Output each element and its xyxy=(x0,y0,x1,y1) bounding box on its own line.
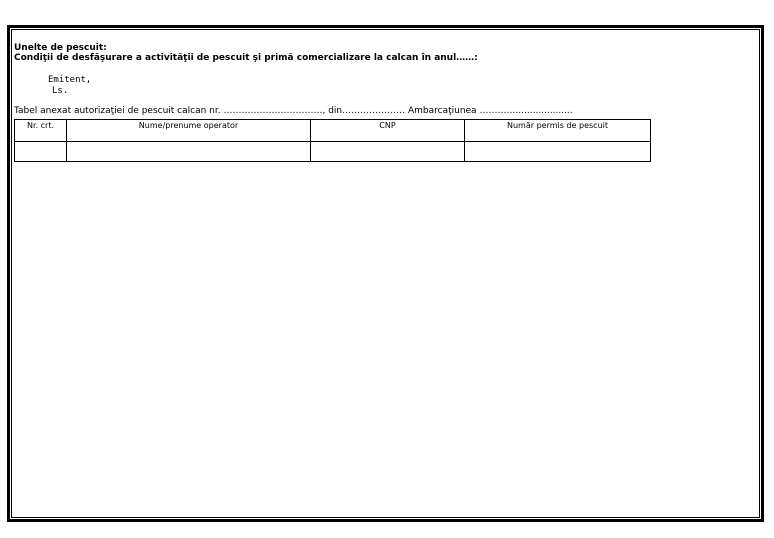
table-cell[interactable] xyxy=(465,142,651,162)
table-row xyxy=(15,142,651,162)
unelte-label: Unelte de pescuit: xyxy=(14,43,107,53)
annex-text: Tabel anexat autorizaţiei de pescuit calcan nr. ……………………………, din………………… Ambarcaţiunea ………….................... xyxy=(14,106,573,116)
emitent-label: Emitent, xyxy=(48,75,92,85)
table-cell[interactable] xyxy=(311,142,465,162)
annex-table-header-row xyxy=(15,120,651,142)
column-header-operator: Nume/prenume operator xyxy=(67,120,311,142)
conditii-label: Condiţii de desfăşurare a activităţii de pescuit şi primă comercializare la calcan în anul……: xyxy=(14,53,478,63)
column-header-permis: Număr permis de pescuit xyxy=(465,120,651,142)
annex-table xyxy=(14,119,651,162)
table-cell[interactable] xyxy=(15,142,67,162)
column-header-cnp: CNP xyxy=(311,120,465,142)
ls-label: Ls. xyxy=(52,86,69,96)
column-header-nr-crt: Nr. crt. xyxy=(15,120,67,142)
table-cell[interactable] xyxy=(67,142,311,162)
page-border-inner xyxy=(11,29,760,518)
